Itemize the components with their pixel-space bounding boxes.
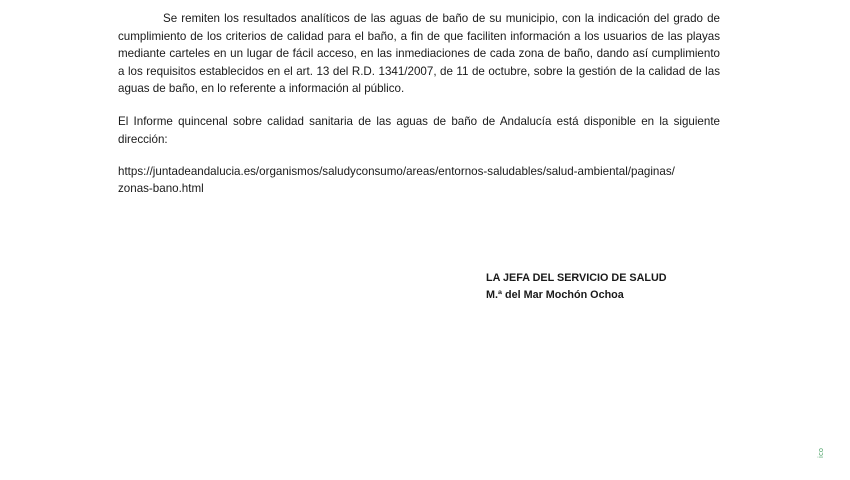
signature-name: M.ª del Mar Mochón Ochoa — [486, 289, 624, 301]
report-url-line-1: https://juntadeandalucia.es/organismos/saludyconsumo/areas/entornos-saludables/salud-ambiental/paginas/ — [118, 165, 675, 178]
report-url-line-2: zonas-bano.html — [118, 182, 204, 195]
signature-title: LA JEFA DEL SERVICIO DE SALUD — [486, 272, 667, 284]
paragraph-results-notice: Se remiten los resultados analíticos de las aguas de baño de su municipio, con la indicación del grado de cumplimiento de los criterios de calidad para el baño, a fin de que faciliten información a los usuarios de las playas mediante carteles en un lugar de fácil acceso, en las inmediaciones de cada zona de baño, dando así cumplimiento a los requisitos establecidos en el art. 13 del R.D. 1341/2007, de 11 de octubre, sobre la gestión de la calidad de las aguas de baño, en lo referente a información al público. — [118, 12, 720, 95]
margin-side-mark: ico — [817, 447, 825, 458]
paragraph-report-availability: El Informe quincenal sobre calidad sanitaria de las aguas de baño de Andalucía está disponible en la siguiente dirección: — [118, 115, 720, 146]
